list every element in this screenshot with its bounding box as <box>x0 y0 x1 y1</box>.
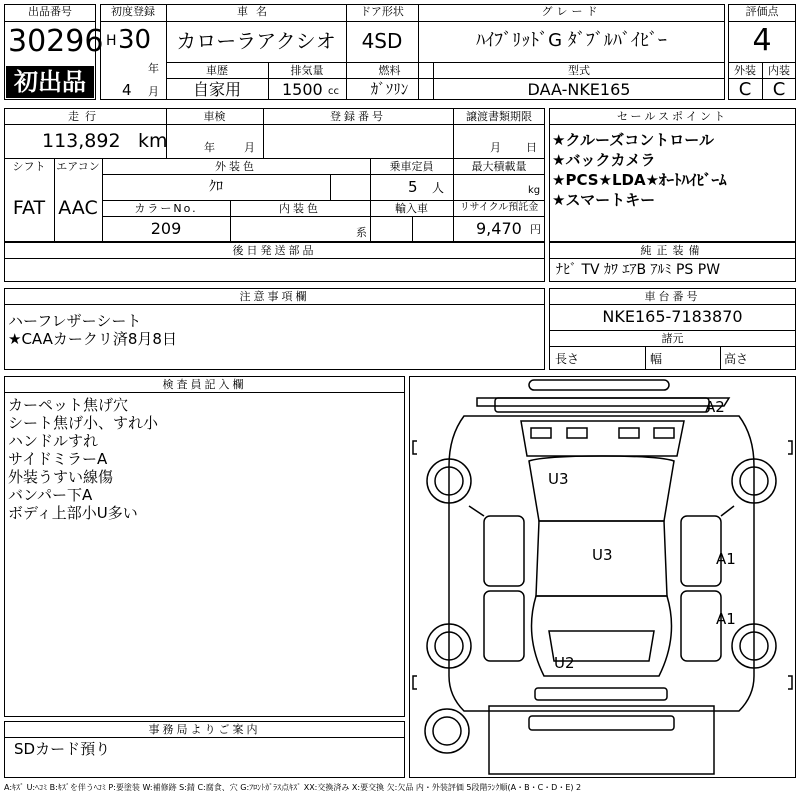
lot-label: 出品番号 <box>28 5 72 18</box>
interior-label: 内装 <box>768 64 790 77</box>
shift-label: シフト <box>12 160 46 173</box>
year-unit: 年 <box>148 62 159 75</box>
sales-point: ★クルーズコントロール <box>552 131 714 149</box>
displacement-label: 排気量 <box>290 64 324 77</box>
import-label: 輸入車 <box>395 202 428 215</box>
color-label: 外装色 <box>215 160 257 173</box>
sales-points-list <box>552 130 727 210</box>
fuel: ｶﾞｿﾘﾝ <box>370 80 409 98</box>
inspector-line: カーペット焦げ穴 <box>8 396 129 414</box>
mark-a2: A2 <box>705 398 725 416</box>
air-conditioner: AAC <box>58 197 98 219</box>
sales-point: ★バックカメラ <box>552 151 656 169</box>
capacity-unit: 人 <box>432 181 445 195</box>
lot-number: 30296 <box>8 24 104 59</box>
displacement-unit: cc <box>328 86 339 97</box>
inspector-line: シート焦げ小、すれ小 <box>8 414 159 432</box>
inspector-line: ボディ上部小U多い <box>8 504 138 522</box>
door-label: ドア形状 <box>360 5 404 18</box>
inspection-label: 車検 <box>203 110 226 123</box>
vehicle-info-grid <box>4 108 545 242</box>
inspector-line: サイドミラーA <box>8 450 108 468</box>
exterior-color: ｸﾛ <box>209 179 223 195</box>
sales-point: ★スマートキー <box>552 191 656 209</box>
inspector-line: バンパー下A <box>8 486 93 504</box>
sales-points-title: セールスポイント <box>616 110 728 123</box>
sales-point: ★PCS★LDA★ｵｰﾄﾊｲﾋﾞｰﾑ <box>552 171 727 189</box>
note-line: ハーフレザーシート <box>8 312 142 330</box>
interior-grade: C <box>772 79 786 100</box>
ac-label: エアコン <box>56 160 100 173</box>
grade: ﾊｲﾌﾞﾘｯﾄﾞG ﾀﾞﾌﾞﾙﾊﾞｲﾋﾞｰ <box>476 30 667 51</box>
max-load-unit: kg <box>528 185 541 196</box>
height-label: 高さ <box>724 352 749 366</box>
inspector-list <box>8 396 158 522</box>
max-load-label: 最大積載量 <box>471 160 527 173</box>
month-unit: 月 <box>148 85 159 98</box>
transfer-day-unit: 日 <box>526 141 537 154</box>
dims-title: 諸元 <box>661 332 684 345</box>
displacement: 1500 <box>282 80 323 99</box>
length-label: 長さ <box>555 352 580 366</box>
score-label: 評価点 <box>745 5 779 18</box>
year-number: 30 <box>118 25 152 55</box>
car-name-label: 車名 <box>237 5 275 18</box>
office-text: SDカード預り <box>14 740 111 758</box>
history-label: 車歴 <box>206 64 228 77</box>
color-no: 209 <box>150 219 182 238</box>
registration-label: 登録番号 <box>330 110 386 123</box>
car-name: カローラアクシオ <box>176 29 336 53</box>
recycle-label: リサイクル預託金 <box>459 202 539 213</box>
mark-a1-upper: A1 <box>716 550 736 568</box>
model-label: 型式 <box>568 64 590 77</box>
inspection-month-unit: 月 <box>244 141 255 154</box>
color-no-label: カラーNo. <box>134 202 198 215</box>
width-label: 幅 <box>650 352 663 366</box>
grade-label: グレード <box>541 5 602 18</box>
mileage: 113,892 <box>42 130 121 152</box>
office-title: 事務局よりご案内 <box>148 723 261 736</box>
chassis-number: NKE165-7183870 <box>602 307 743 326</box>
inspection-year-unit: 年 <box>204 141 215 154</box>
inspector-title: 検査員記入欄 <box>162 378 247 391</box>
chassis-title: 車台番号 <box>644 290 701 303</box>
fuel-label: 燃料 <box>378 64 401 77</box>
later-parts-title: 後日発送部品 <box>232 244 317 257</box>
genuine-equipment-title: 純正装備 <box>640 244 705 257</box>
first-listing-badge: 初出品 <box>6 66 94 98</box>
month-number: 4 <box>122 81 132 99</box>
mileage-label: 走行 <box>68 110 102 123</box>
car-diagram <box>409 376 796 778</box>
recycle-fee: 9,470 <box>476 219 522 238</box>
model: DAA-NKE165 <box>527 80 631 99</box>
mark-u2: U2 <box>554 654 575 672</box>
transfer-docs-label: 譲渡書類期限 <box>466 110 532 123</box>
exterior-grade: C <box>738 79 752 100</box>
interior-color-unit: 系 <box>356 226 367 239</box>
genuine-equipment: ﾅﾋﾞ TV ｶﾜ ｴｱB ｱﾙﾐ PS PW <box>556 262 721 278</box>
inspector-line: 外装うすい線傷 <box>8 468 114 486</box>
score: 4 <box>752 23 772 58</box>
history: 自家用 <box>192 80 241 99</box>
door-type: 4SD <box>361 29 403 53</box>
interior-color-label: 内装色 <box>279 202 321 215</box>
capacity-label: 乗車定員 <box>389 160 434 173</box>
mark-u3-top: U3 <box>548 470 569 488</box>
inspector-line: ハンドルすれ <box>8 432 99 450</box>
recycle-unit: 円 <box>530 223 541 236</box>
mileage-unit: km <box>138 130 168 152</box>
shift: FAT <box>12 197 46 219</box>
capacity: 5 <box>408 178 418 196</box>
notes-list <box>8 312 177 348</box>
exterior-label: 外装 <box>734 64 756 77</box>
era: H <box>106 33 117 49</box>
mark-a1-lower: A1 <box>716 610 736 628</box>
legend: A:ｷｽﾞ U:ﾍｺﾐ B:ｷｽﾞを伴うﾍｺﾐ P:要塗装 W:補修跡 S:錆 C:腐食、穴 G:ﾌﾛﾝﾄｶﾞﾗｽ点ｷｽﾞ XX:交換済み X:要交換 欠:欠品 内・外装評価 5段階ﾗﾝｸ順(A・B・C・D・E) 2 <box>4 783 582 792</box>
mark-u3-mid: U3 <box>592 546 613 564</box>
first-reg-label: 初度登録 <box>111 5 155 18</box>
note-line: ★CAAカークリ済8月8日 <box>8 330 177 348</box>
notes-title: 注意事項欄 <box>239 290 310 303</box>
transfer-month-unit: 月 <box>490 141 501 154</box>
